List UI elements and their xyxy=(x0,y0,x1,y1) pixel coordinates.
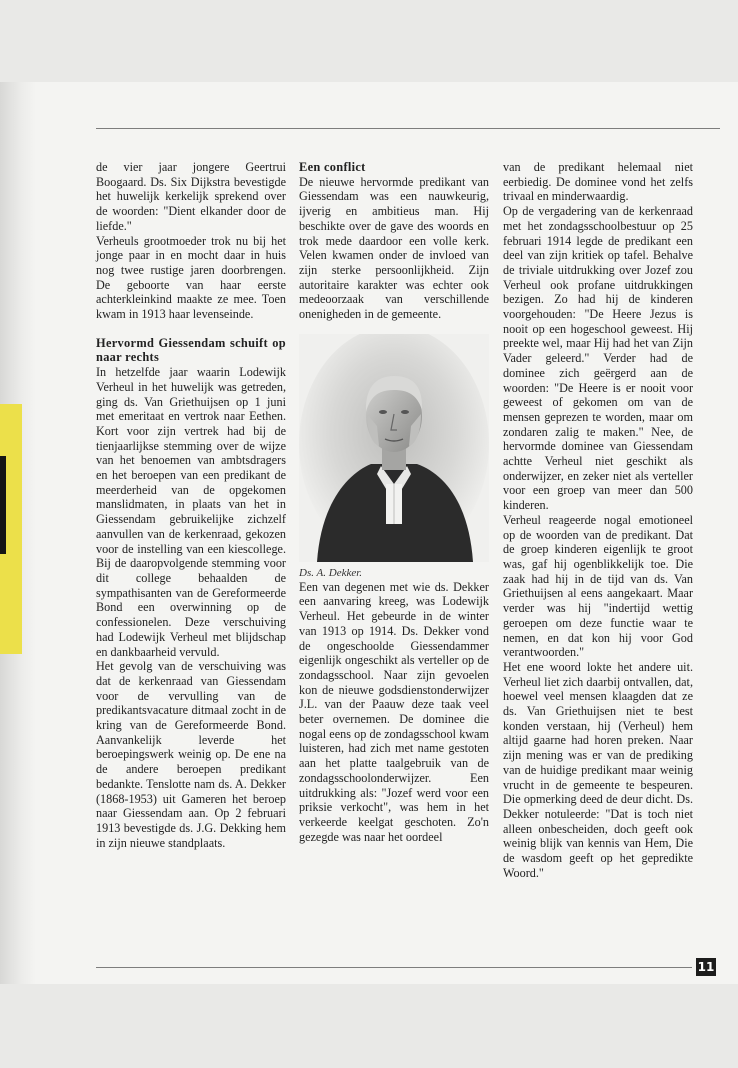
portrait-photo xyxy=(299,334,489,562)
paragraph: Verheul reageerde nogal emotioneel op de woorden van de predikant. Dat de groep kinderen eigenlijk te groot was, gaf hij ogenblikkelijk toe. Die zaak had hij in de tijd van ds. Van Griethuijsen al eens aangekaart. Maar verder was hij "indertijd wettig geroepen om deze functie waar te nemen, en dat kon hij voor God verantwoorden." xyxy=(503,512,693,660)
bottom-rule xyxy=(96,967,692,968)
paragraph: De nieuwe hervormde predikant van Giessendam was een nauwkeurig, ijverig en ambitieus man. Hij beschikte over de gave des woords en trok mede daardoor een volle kerk. Velen kwamen onder de invloed van zijn sterke persoonlijkheid. Zijn autoritaire karakter was echter ook medeoorzaak van verschillende onenigheden in de gemeente. xyxy=(299,174,489,322)
column-middle xyxy=(299,160,489,844)
paragraph: Een van degenen met wie ds. Dekker een aanvaring kreeg, was Lodewijk Verheul. Het gebeurde in de winter van 1913 op 1914. Ds. Dekker vond de ongeschoolde Giessendammer eigenlijk ongeschikt als verteller op de zondagsschool. Naar zijn gevoelen kon de nieuwe godsdienstonderwijzer J.L. van der Paauw deze taak veel beter overnemen. De dominee die nogal eens op de zondagsschool kwam luisteren, had zich met name gestoten aan het platte taalgebruik van de zondagsschoolonderwijzer. Een uitdrukking als: "Jozef werd voor een priksie verkocht", was hem in het verkeerde keelgat geschoten. Zo'n gezegde was naar het oordeel xyxy=(299,579,489,844)
section-heading: Hervormd Giessendam schuift op naar rechts xyxy=(96,335,286,365)
portrait-illustration xyxy=(299,334,489,562)
top-rule xyxy=(96,128,720,129)
paragraph: In hetzelfde jaar waarin Lodewijk Verheul in het huwelijk was getreden, ging ds. Van Griethuijsen op 1 juni met emeritaat en vertrok naar Eethen. Kort voor zijn vertrek had bij de tienjaarlijkse stemming over de wijze van het benoemen van ambtsdragers en het beroepen van een predikant de meerderheid van de opgekomen manslidmaten, in plaats van het in Giessendam gebruikelijke zichzelf aanvullen van de kerkenraad, gekozen voor de instelling van een kiescollege. Bij de daaropvolgende stemming voor dit college behaalden de sympathisanten van de Gereformeerde Bond een overwinning op de confessionelen. Deze verschuiving had Lodewijk Verheul met blijdschap en dankbaarheid vervuld. xyxy=(96,365,286,659)
column-left xyxy=(96,160,286,850)
column-right xyxy=(503,160,693,880)
section-heading: Een conflict xyxy=(299,160,366,174)
black-margin-tab xyxy=(0,456,6,554)
photo-caption: Ds. A. Dekker. xyxy=(299,566,363,579)
page-number: 11 xyxy=(697,960,715,974)
paragraph: van de predikant helemaal niet eerbiedig. De dominee vond het zelfs trivaal en minderwaardig. xyxy=(503,160,693,204)
paragraph: de vier jaar jongere Geertrui Boogaard. Ds. Six Dijkstra bevestigde het huwelijk kerkelijk sprekend over de woorden: "Dient elkander door de liefde." xyxy=(96,160,286,233)
paragraph: Op de vergadering van de kerkenraad met het zondagsschoolbestuur op 25 februari 1914 legde de predikant een deel van zijn kritiek op tafel. Behalve de triviale uitdrukking over Jozef zou Verheul ook profane uitdrukkingen bezigen. Zo had hij de kinderen voorgehouden: "De Heere Jezus is nooit op een hogeschool geweest. Hij preekte wel, maar Hij had het van Zijn Vader geleerd." Verder had de dominee zich geërgerd aan de woorden: "De Heere is er nooit voor geweest of gekomen om van de mensen geprezen te worden, maar om zondaren zalig te maken." Nee, de hervormde dominee van Giessendam achtte Verheul niet geschikt als onderwijzer, en zeker niet als verteller voor een groep van meer dan 500 kinderen. xyxy=(503,204,693,513)
paragraph: Het gevolg van de verschuiving was dat de kerkenraad van Giessendam voor de vervulling van de predikantsvacature ditmaal zocht in de kring van de Gereformeerde Bond. Aanvankelijk leverde het beroepingswerk weinig op. De ene na de andere beroepen predikant bedankte. Tenslotte nam ds. A. Dekker (1868-1953) uit Gameren het beroep naar Giessendam aan. Op 2 februari 1913 bevestigde ds. J.G. Dekking hem in zijn nieuwe standplaats. xyxy=(96,659,286,850)
paragraph: Het ene woord lokte het andere uit. Verheul liet zich daarbij ontvallen, dat, hoewel veel mensen klaagden dat ze ds. Van Griethuijsen niet te best konden verstaan, hij (Verheul) hem altijd gaarne had horen preken. Naar zijn mening was er van de prediking van de huidige predikant maar weinig vrucht in de gemeente te bespeuren. Die opmerking deed de deur dicht. Ds. Dekker notuleerde: "Dat is toch niet alleen onbescheiden, doch geeft ook weinig blijk van kennis van Hem, Die de wasdom geeft op het gepredikte Woord." xyxy=(503,659,693,880)
paragraph: Verheuls grootmoeder trok nu bij het jonge paar in en mocht daar in huis nog twee rustige jaren doorbrengen. De geboorte van haar eerste achterkleinkind maakte ze mee. Toen kwam in 1913 haar levenseinde. xyxy=(96,233,286,322)
